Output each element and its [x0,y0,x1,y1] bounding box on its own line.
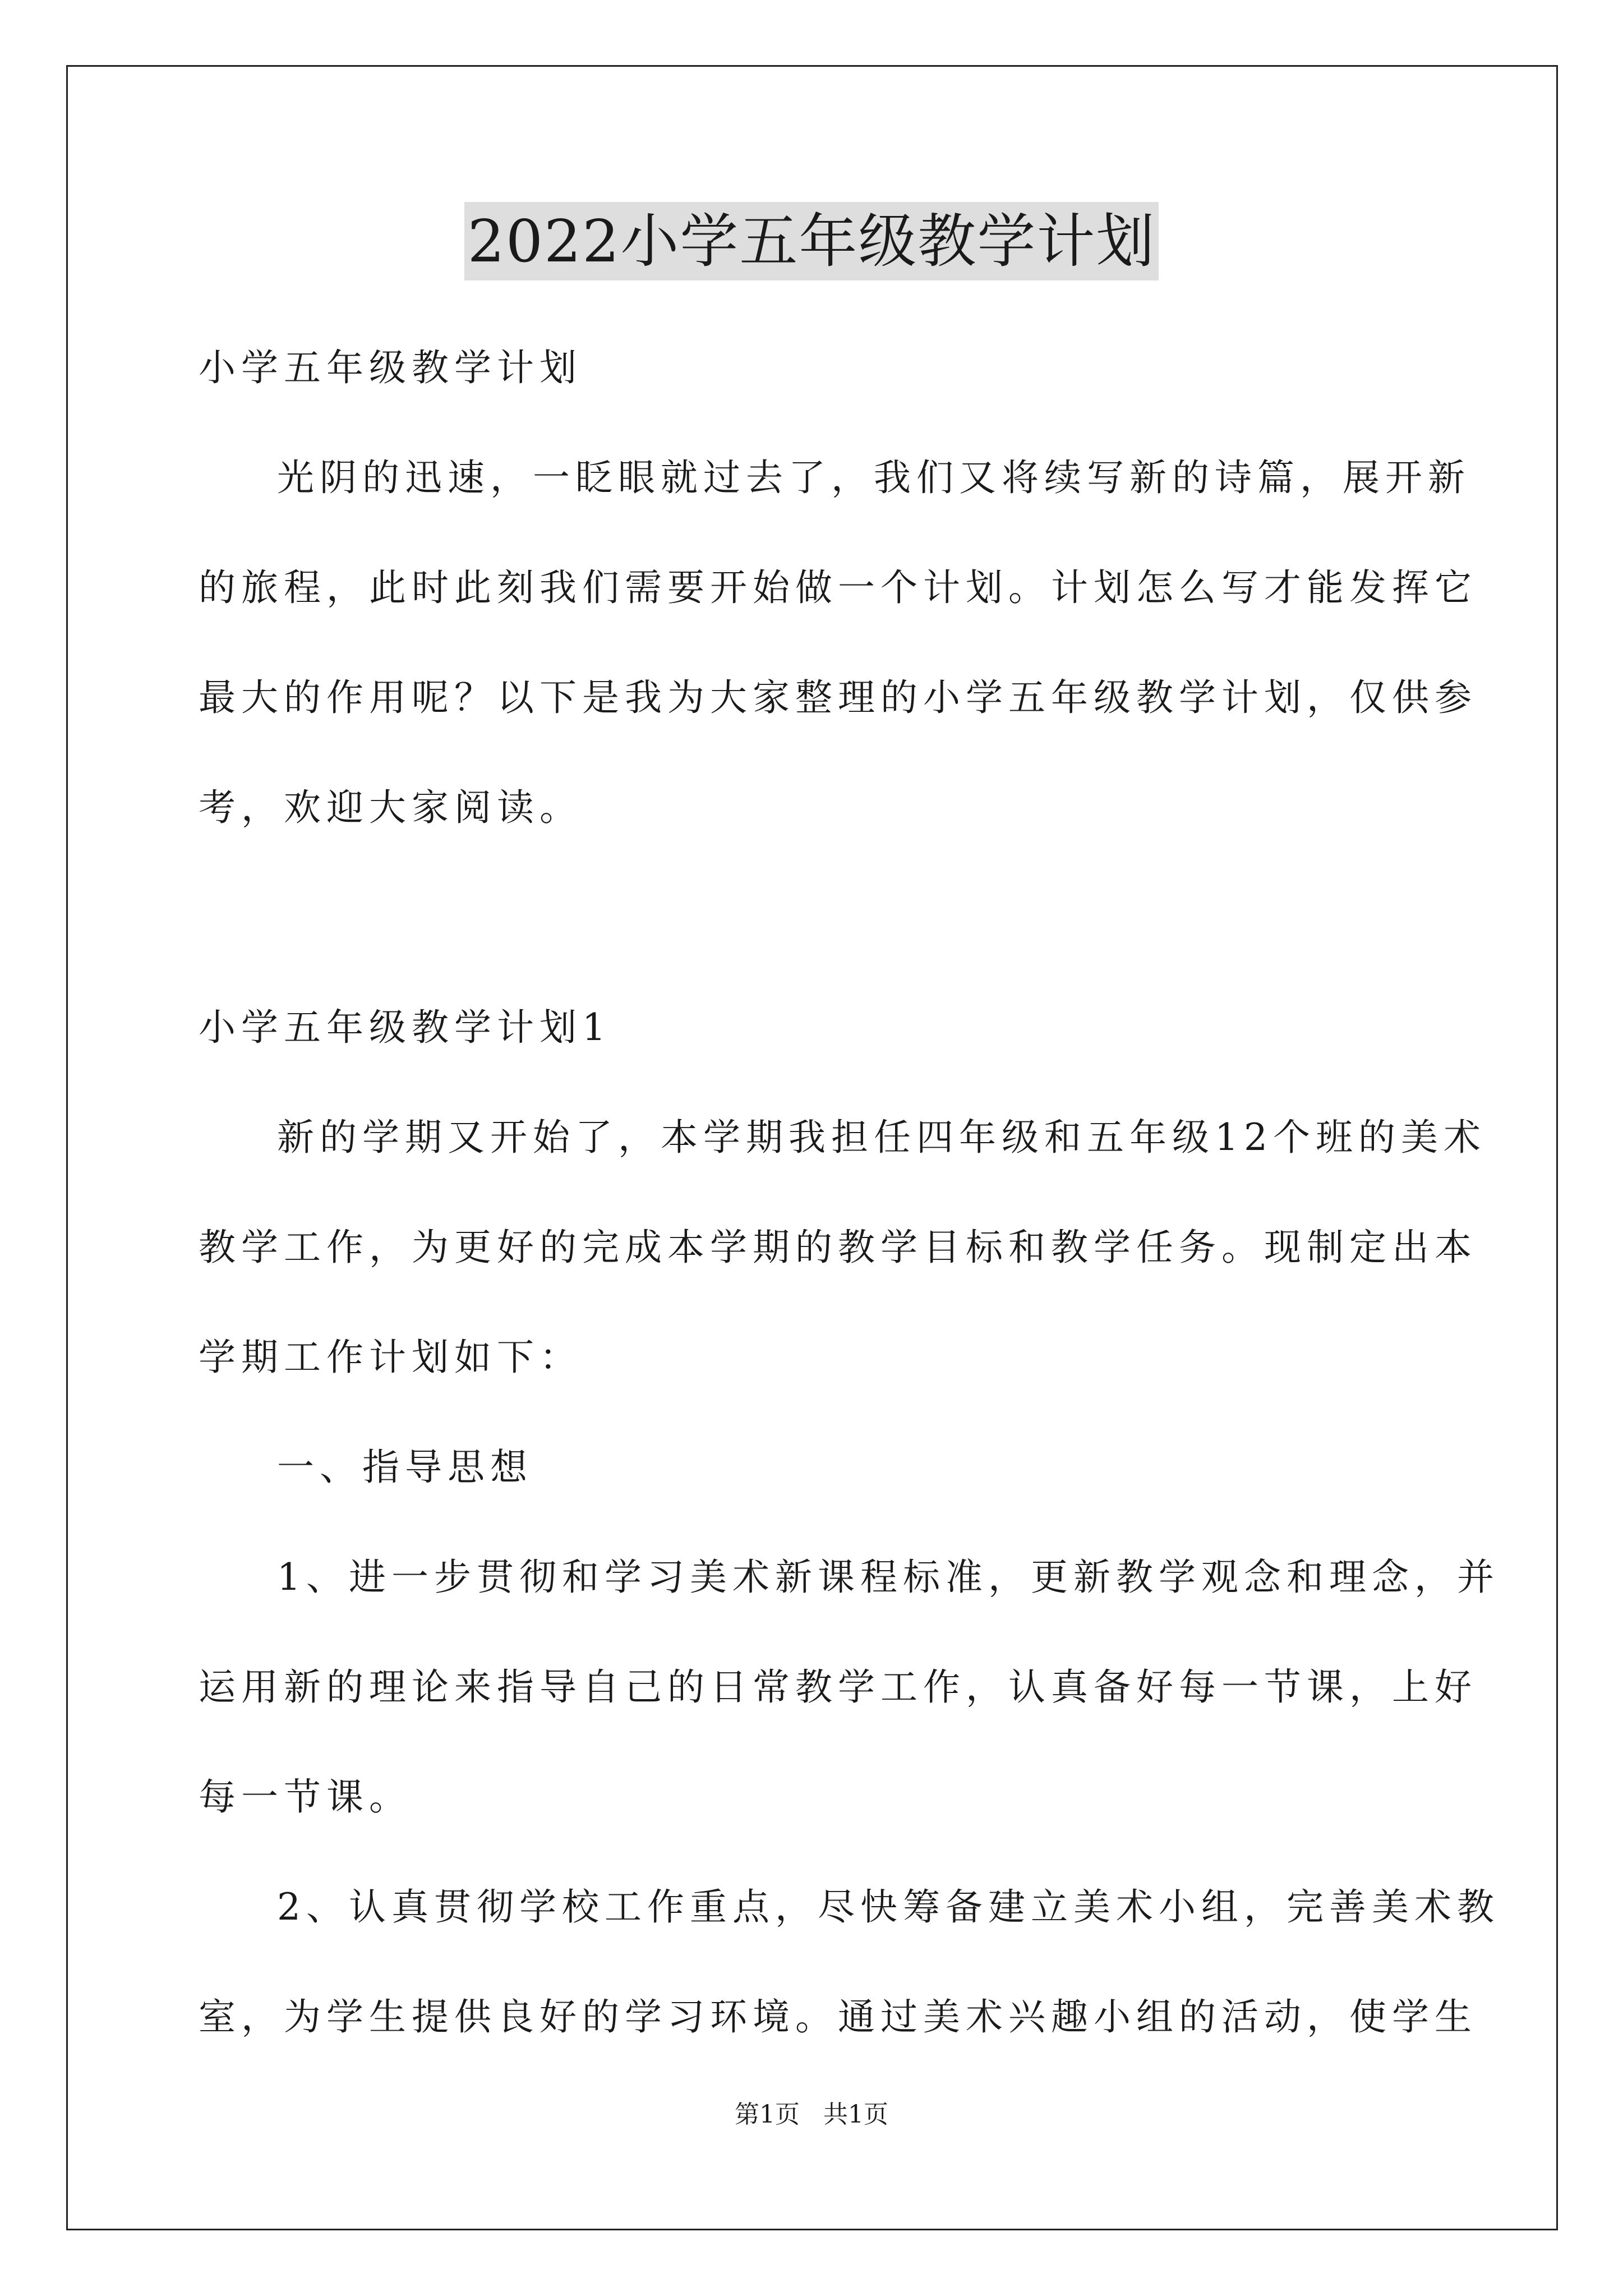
section-heading: 小学五年级教学计划 [199,346,582,389]
guideline-heading: 一、指导思想 [277,1446,533,1489]
plan-line-2: 教学工作，为更好的完成本学期的教学目标和教学任务。现制定出本 [199,1226,1477,1269]
title-block [0,202,1623,280]
document-title: 2022小学五年级教学计划 [464,202,1159,280]
intro-line-3: 最大的作用呢？以下是我为大家整理的小学五年级教学计划，仅供参 [199,676,1477,719]
item-1-line-3: 每一节课。 [199,1775,412,1819]
item-2-line-1: 2、认真贯彻学校工作重点，尽快筹备建立美术小组，完善美术教 [277,1885,1500,1929]
plan-line-1: 新的学期又开始了，本学期我担任四年级和五年级12个班的美术 [277,1116,1486,1159]
intro-line-1: 光阴的迅速，一眨眼就过去了，我们又将续写新的诗篇，展开新 [277,456,1470,499]
intro-line-2: 的旅程，此时此刻我们需要开始做一个计划。计划怎么写才能发挥它 [199,566,1477,609]
item-1-line-2: 运用新的理论来指导自己的日常教学工作，认真备好每一节课，上好 [199,1665,1477,1709]
document-body [199,313,1500,2072]
blank-line [199,863,1432,973]
plan-line-3: 学期工作计划如下： [199,1336,582,1379]
item-2-line-2: 室，为学生提供良好的学习环境。通过美术兴趣小组的活动，使学生 [199,1995,1477,2039]
intro-line-4: 考，欢迎大家阅读。 [199,786,582,829]
plan-heading: 小学五年级教学计划1 [199,1006,611,1049]
item-1-line-1: 1、进一步贯彻和学习美术新课程标准，更新教学观念和理念，并 [277,1556,1500,1599]
page-footer: 第1页 共1页 [735,2100,888,2129]
